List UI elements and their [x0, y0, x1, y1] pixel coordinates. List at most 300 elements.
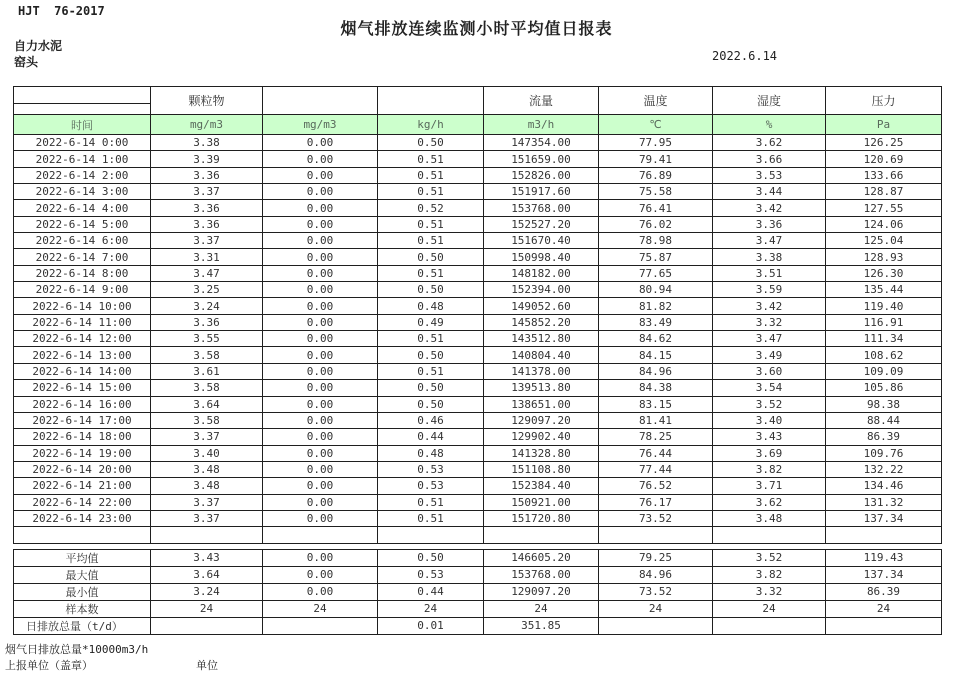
cell: 0.48 [378, 445, 484, 461]
cell: 0.51 [378, 331, 484, 347]
cell: 3.48 [713, 510, 826, 526]
cell: 2022-6-14 11:00 [14, 314, 151, 330]
cell: 150998.40 [484, 249, 599, 265]
cell: 84.15 [599, 347, 713, 363]
standard-number: HJT 76-2017 [18, 4, 105, 18]
cell: 2022-6-14 7:00 [14, 249, 151, 265]
cell: 24 [484, 600, 599, 617]
cell: 111.34 [826, 331, 942, 347]
cell: 86.39 [826, 429, 942, 445]
unit-header-row [14, 115, 942, 135]
cell: 120.69 [826, 151, 942, 167]
cell: 83.49 [599, 314, 713, 330]
cell [713, 617, 826, 634]
cell: 2022-6-14 5:00 [14, 216, 151, 232]
unit-kgh: kg/h [378, 115, 484, 135]
cell [826, 617, 942, 634]
empty-cell [378, 527, 484, 543]
header-temperature: 温度 [599, 87, 713, 115]
cell: 3.43 [713, 429, 826, 445]
table-row [14, 282, 942, 298]
empty-cell [484, 527, 599, 543]
table-row [14, 298, 942, 314]
table-row [14, 347, 942, 363]
cell: 77.95 [599, 135, 713, 151]
cell: 3.24 [151, 298, 263, 314]
cell: 3.51 [713, 265, 826, 281]
empty-cell [151, 527, 263, 543]
cell: 3.55 [151, 331, 263, 347]
cell: 80.94 [599, 282, 713, 298]
report-table-area [13, 86, 942, 635]
cell: 75.87 [599, 249, 713, 265]
cell: 2022-6-14 0:00 [14, 135, 151, 151]
cell: 0.00 [263, 135, 378, 151]
unit-mgm3: mg/m3 [151, 115, 263, 135]
cell: 0.00 [263, 363, 378, 379]
cell [263, 617, 378, 634]
cell: 2022-6-14 2:00 [14, 167, 151, 183]
cell: 0.00 [263, 200, 378, 216]
cell: 0.44 [378, 429, 484, 445]
cell: 76.17 [599, 494, 713, 510]
cell: 3.54 [713, 380, 826, 396]
cell: 0.00 [263, 331, 378, 347]
cell: 119.40 [826, 298, 942, 314]
table-row [14, 412, 942, 428]
cell: 126.25 [826, 135, 942, 151]
cell: 84.96 [599, 566, 713, 583]
cell: 3.39 [151, 151, 263, 167]
cell: 3.36 [713, 216, 826, 232]
cell: 126.30 [826, 265, 942, 281]
cell: 0.00 [263, 478, 378, 494]
cell: 3.48 [151, 478, 263, 494]
table-row [14, 265, 942, 281]
cell: 109.09 [826, 363, 942, 379]
unit-celsius: ℃ [599, 115, 713, 135]
cell: 0.50 [378, 380, 484, 396]
table-row [14, 167, 942, 183]
cell: 24 [378, 600, 484, 617]
cell: 0.00 [263, 151, 378, 167]
unit-mgm3: mg/m3 [263, 115, 378, 135]
cell: 76.44 [599, 445, 713, 461]
table-row [14, 445, 942, 461]
cell: 0.51 [378, 184, 484, 200]
cell: 2022-6-14 12:00 [14, 331, 151, 347]
company-name: 自力水泥 [14, 39, 63, 53]
cell: 3.53 [713, 167, 826, 183]
header-blank-cell [14, 87, 151, 104]
cell: 151659.00 [484, 151, 599, 167]
table-row [14, 249, 942, 265]
cell: 129097.20 [484, 412, 599, 428]
empty-cell [713, 527, 826, 543]
cell: 351.85 [484, 617, 599, 634]
cell: 109.76 [826, 445, 942, 461]
cell: 0.00 [263, 380, 378, 396]
cell: 0.00 [263, 249, 378, 265]
cell: 2022-6-14 17:00 [14, 412, 151, 428]
cell: 73.52 [599, 510, 713, 526]
cell: 86.39 [826, 583, 942, 600]
header-flow: 流量 [484, 87, 599, 115]
cell: 3.69 [713, 445, 826, 461]
header-particulate: 颗粒物 [151, 87, 263, 115]
table-row [14, 184, 942, 200]
cell: 0.00 [263, 216, 378, 232]
cell: 2022-6-14 23:00 [14, 510, 151, 526]
cell: 76.41 [599, 200, 713, 216]
cell: 84.62 [599, 331, 713, 347]
unit-label: 单位 [196, 659, 218, 672]
cell: 0.50 [378, 135, 484, 151]
cell: 0.00 [263, 298, 378, 314]
cell: 平均值 [14, 549, 151, 566]
cell: 2022-6-14 20:00 [14, 461, 151, 477]
empty-cell [826, 527, 942, 543]
cell: 3.58 [151, 412, 263, 428]
cell: 3.36 [151, 167, 263, 183]
table-row [14, 461, 942, 477]
table-row [14, 600, 942, 617]
table-row [14, 494, 942, 510]
cell: 0.01 [378, 617, 484, 634]
cell: 3.49 [713, 347, 826, 363]
cell: 3.52 [713, 549, 826, 566]
cell: 24 [263, 600, 378, 617]
cell: 0.44 [378, 583, 484, 600]
cell: 133.66 [826, 167, 942, 183]
monitor-point-name: 窑头 [14, 55, 39, 69]
cell: 样本数 [14, 600, 151, 617]
cell: 79.25 [599, 549, 713, 566]
main-table [13, 86, 942, 544]
cell: 0.48 [378, 298, 484, 314]
cell: 151670.40 [484, 233, 599, 249]
cell: 3.60 [713, 363, 826, 379]
cell: 3.52 [713, 396, 826, 412]
cell: 81.41 [599, 412, 713, 428]
empty-cell [263, 527, 378, 543]
cell: 0.46 [378, 412, 484, 428]
cell: 75.58 [599, 184, 713, 200]
cell: 3.71 [713, 478, 826, 494]
cell: 0.00 [263, 549, 378, 566]
cell: 0.00 [263, 566, 378, 583]
cell: 134.46 [826, 478, 942, 494]
cell: 3.32 [713, 314, 826, 330]
header-blank-cell [378, 87, 484, 115]
cell: 3.36 [151, 216, 263, 232]
cell: 141378.00 [484, 363, 599, 379]
cell: 88.44 [826, 412, 942, 428]
unit-percent: % [713, 115, 826, 135]
cell: 152384.40 [484, 478, 599, 494]
cell: 128.87 [826, 184, 942, 200]
cell: 3.64 [151, 396, 263, 412]
cell: 3.47 [713, 331, 826, 347]
cell: 140804.40 [484, 347, 599, 363]
cell: 76.89 [599, 167, 713, 183]
table-row [14, 363, 942, 379]
cell: 3.32 [713, 583, 826, 600]
cell: 3.42 [713, 200, 826, 216]
header-pressure: 压力 [826, 87, 942, 115]
cell: 0.50 [378, 396, 484, 412]
cell: 141328.80 [484, 445, 599, 461]
cell: 3.59 [713, 282, 826, 298]
cell: 0.00 [263, 396, 378, 412]
cell: 3.61 [151, 363, 263, 379]
cell: 0.53 [378, 461, 484, 477]
cell: 145852.20 [484, 314, 599, 330]
cell: 0.00 [263, 445, 378, 461]
cell: 0.00 [263, 583, 378, 600]
cell: 2022-6-14 3:00 [14, 184, 151, 200]
cell: 135.44 [826, 282, 942, 298]
cell: 3.37 [151, 184, 263, 200]
cell: 24 [713, 600, 826, 617]
cell: 2022-6-14 18:00 [14, 429, 151, 445]
cell: 3.47 [713, 233, 826, 249]
table-row [14, 549, 942, 566]
cell: 76.02 [599, 216, 713, 232]
table-row [14, 331, 942, 347]
cell: 149052.60 [484, 298, 599, 314]
cell: 76.52 [599, 478, 713, 494]
cell: 0.51 [378, 363, 484, 379]
cell: 3.82 [713, 461, 826, 477]
cell: 3.38 [713, 249, 826, 265]
summary-table [13, 549, 942, 635]
table-row [14, 617, 942, 634]
cell: 3.38 [151, 135, 263, 151]
cell: 132.22 [826, 461, 942, 477]
cell: 148182.00 [484, 265, 599, 281]
cell: 153768.00 [484, 566, 599, 583]
cell: 152826.00 [484, 167, 599, 183]
cell [599, 617, 713, 634]
cell: 0.51 [378, 510, 484, 526]
cell: 0.50 [378, 549, 484, 566]
cell: 125.04 [826, 233, 942, 249]
cell: 3.31 [151, 249, 263, 265]
cell: 152527.20 [484, 216, 599, 232]
cell: 日排放总量（t/d） [14, 617, 151, 634]
cell: 3.37 [151, 429, 263, 445]
cell: 77.65 [599, 265, 713, 281]
table-row [14, 478, 942, 494]
cell: 105.86 [826, 380, 942, 396]
table-row [14, 135, 942, 151]
empty-cell [599, 527, 713, 543]
cell: 98.38 [826, 396, 942, 412]
header-time: 时间 [14, 115, 151, 135]
header-humidity: 湿度 [713, 87, 826, 115]
unit-m3h: m3/h [484, 115, 599, 135]
cell: 2022-6-14 9:00 [14, 282, 151, 298]
table-row [14, 233, 942, 249]
hourly-data-rows [14, 135, 942, 527]
cell: 139513.80 [484, 380, 599, 396]
cell: 127.55 [826, 200, 942, 216]
cell: 3.64 [151, 566, 263, 583]
table-row [14, 151, 942, 167]
cell: 3.37 [151, 510, 263, 526]
cell: 0.51 [378, 233, 484, 249]
cell: 0.00 [263, 265, 378, 281]
cell: 137.34 [826, 510, 942, 526]
cell: 108.62 [826, 347, 942, 363]
cell: 77.44 [599, 461, 713, 477]
cell: 0.51 [378, 494, 484, 510]
cell: 2022-6-14 16:00 [14, 396, 151, 412]
cell: 151108.80 [484, 461, 599, 477]
cell: 0.50 [378, 249, 484, 265]
table-row [14, 380, 942, 396]
cell: 129902.40 [484, 429, 599, 445]
cell: 3.62 [713, 135, 826, 151]
cell: 131.32 [826, 494, 942, 510]
cell: 146605.20 [484, 549, 599, 566]
cell: 24 [151, 600, 263, 617]
cell: 137.34 [826, 566, 942, 583]
cell: 150921.00 [484, 494, 599, 510]
cell: 3.40 [151, 445, 263, 461]
cell: 3.24 [151, 583, 263, 600]
cell: 0.00 [263, 167, 378, 183]
flow-total-note: 烟气日排放总量*10000m3/h [5, 643, 149, 656]
reporting-org-label: 上报单位（盖章） [5, 659, 93, 672]
empty-row [14, 527, 942, 543]
cell: 0.51 [378, 265, 484, 281]
empty-cell [14, 527, 151, 543]
cell: 2022-6-14 6:00 [14, 233, 151, 249]
cell: 2022-6-14 19:00 [14, 445, 151, 461]
cell: 0.49 [378, 314, 484, 330]
cell: 0.00 [263, 314, 378, 330]
cell: 129097.20 [484, 583, 599, 600]
cell: 0.52 [378, 200, 484, 216]
cell: 0.53 [378, 478, 484, 494]
table-row [14, 566, 942, 583]
header-blank-cell [14, 104, 151, 115]
cell: 3.37 [151, 494, 263, 510]
cell: 73.52 [599, 583, 713, 600]
cell: 0.00 [263, 429, 378, 445]
cell: 78.25 [599, 429, 713, 445]
cell: 79.41 [599, 151, 713, 167]
cell: 0.00 [263, 412, 378, 428]
cell: 0.00 [263, 494, 378, 510]
cell: 0.00 [263, 347, 378, 363]
cell: 0.50 [378, 347, 484, 363]
cell: 0.00 [263, 184, 378, 200]
cell: 0.00 [263, 510, 378, 526]
cell: 3.82 [713, 566, 826, 583]
cell: 最大值 [14, 566, 151, 583]
cell: 0.50 [378, 282, 484, 298]
cell: 2022-6-14 22:00 [14, 494, 151, 510]
cell: 3.36 [151, 200, 263, 216]
cell: 2022-6-14 10:00 [14, 298, 151, 314]
cell: 3.58 [151, 347, 263, 363]
cell: 81.82 [599, 298, 713, 314]
header-blank-cell [263, 87, 378, 115]
page-title: 烟气排放连续监测小时平均值日报表 [340, 19, 613, 38]
unit-pa: Pa [826, 115, 942, 135]
cell: 0.53 [378, 566, 484, 583]
cell: 0.00 [263, 461, 378, 477]
cell: 2022-6-14 13:00 [14, 347, 151, 363]
cell: 3.48 [151, 461, 263, 477]
cell: 0.51 [378, 216, 484, 232]
cell: 143512.80 [484, 331, 599, 347]
cell: 3.37 [151, 233, 263, 249]
cell: 83.15 [599, 396, 713, 412]
cell: 84.38 [599, 380, 713, 396]
cell: 0.51 [378, 167, 484, 183]
cell: 24 [599, 600, 713, 617]
cell: 3.58 [151, 380, 263, 396]
cell: 138651.00 [484, 396, 599, 412]
table-row [14, 396, 942, 412]
cell: 2022-6-14 14:00 [14, 363, 151, 379]
cell: 84.96 [599, 363, 713, 379]
cell: 3.62 [713, 494, 826, 510]
cell: 3.47 [151, 265, 263, 281]
cell: 3.25 [151, 282, 263, 298]
summary-rows [14, 549, 942, 634]
cell: 78.98 [599, 233, 713, 249]
cell: 152394.00 [484, 282, 599, 298]
cell: 3.42 [713, 298, 826, 314]
cell: 3.66 [713, 151, 826, 167]
cell [151, 617, 263, 634]
cell: 2022-6-14 4:00 [14, 200, 151, 216]
table-row [14, 314, 942, 330]
cell: 124.06 [826, 216, 942, 232]
report-date: 2022.6.14 [712, 49, 778, 63]
table-row [14, 216, 942, 232]
cell: 24 [826, 600, 942, 617]
cell: 3.44 [713, 184, 826, 200]
cell: 3.43 [151, 549, 263, 566]
cell: 128.93 [826, 249, 942, 265]
cell: 2022-6-14 15:00 [14, 380, 151, 396]
cell: 2022-6-14 1:00 [14, 151, 151, 167]
cell: 151720.80 [484, 510, 599, 526]
table-row [14, 429, 942, 445]
cell: 116.91 [826, 314, 942, 330]
cell: 147354.00 [484, 135, 599, 151]
cell: 最小值 [14, 583, 151, 600]
table-row [14, 583, 942, 600]
cell: 119.43 [826, 549, 942, 566]
cell: 151917.60 [484, 184, 599, 200]
cell: 3.36 [151, 314, 263, 330]
table-row [14, 510, 942, 526]
cell: 2022-6-14 8:00 [14, 265, 151, 281]
cell: 0.51 [378, 151, 484, 167]
cell: 0.00 [263, 282, 378, 298]
cell: 2022-6-14 21:00 [14, 478, 151, 494]
cell: 153768.00 [484, 200, 599, 216]
cell: 0.00 [263, 233, 378, 249]
group-header-row [14, 87, 942, 104]
